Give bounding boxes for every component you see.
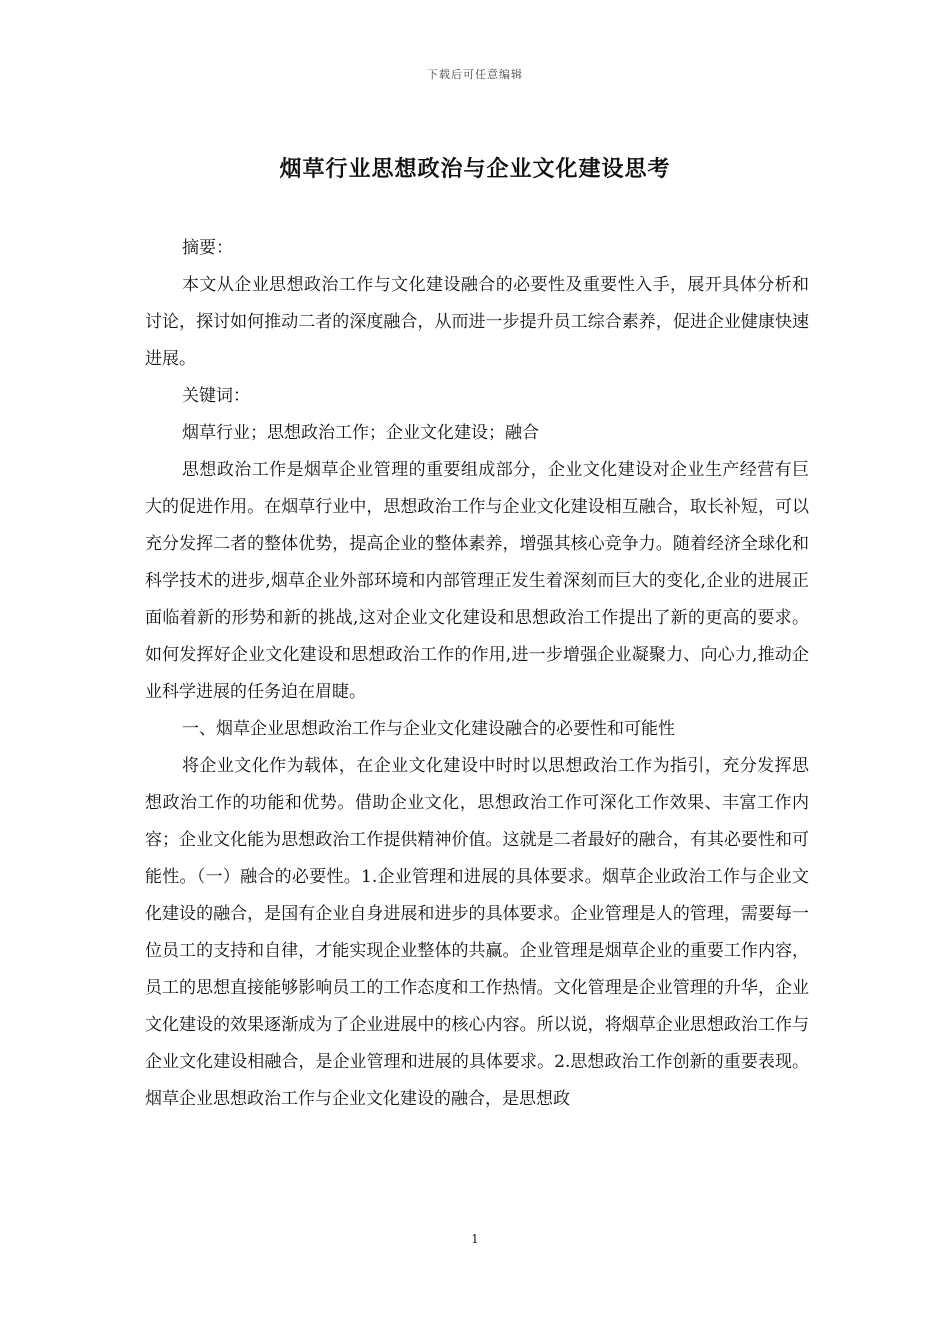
header-note: 下载后可任意编辑 bbox=[427, 68, 523, 81]
abstract-paragraph: 本文从企业思想政治工作与文化建设融合的必要性及重要性入手，展开具体分析和讨论，探讨如何推动二者的深度融合，从而进一步提升员工综合素养，促进企业健康快速进展。 bbox=[145, 275, 809, 369]
document-body bbox=[145, 230, 809, 1118]
keywords-label: 关键词： bbox=[182, 386, 250, 406]
keywords-paragraph: 烟草行业；思想政治工作；企业文化建设；融合 bbox=[182, 423, 539, 443]
page-number: 1 bbox=[471, 1232, 479, 1246]
intro-paragraph: 思想政治工作是烟草企业管理的重要组成部分，企业文化建设对企业生产经营有巨大的促进作用。在烟草行业中，思想政治工作与企业文化建设相互融合，取长补短，可以充分发挥二者的整体优势，提高企业的整体素养，增强其核心竞争力。随着经济全球化和科学技术的进步,烟草企业外部环境和内部管理正发生着深刻而巨大的变化,企业的进展正面临着新的形势和新的挑战,这对企业文化建设和思想政治工作提出了新的更高的要求。如何发挥好企业文化建设和思想政治工作的作用,进一步增强企业凝聚力、向心力,推动企业科学进展的任务迫在眉睫。 bbox=[145, 460, 809, 702]
document-title: 烟草行业思想政治与企业文化建设思考 bbox=[279, 156, 671, 182]
section-heading: 一、烟草企业思想政治工作与企业文化建设融合的必要性和可能性 bbox=[182, 719, 675, 739]
abstract-label: 摘要： bbox=[182, 238, 233, 258]
section-paragraph: 将企业文化作为载体，在企业文化建设中时时以思想政治工作为指引，充分发挥思想政治工作的功能和优势。借助企业文化，思想政治工作可深化工作效果、丰富工作内容；企业文化能为思想政治工作提供精神价值。这就是二者最好的融合，有其必要性和可能性。（一）融合的必要性。1.企业管理和进展的具体要求。烟草企业政治工作与企业文化建设的融合，是国有企业自身进展和进步的具体要求。企业管理是人的管理，需要每一位员工的支持和自律，才能实现企业整体的共赢。企业管理是烟草企业的重要工作内容，员工的思想直接能够影响员工的工作态度和工作热情。文化管理是企业管理的升华，企业文化建设的效果逐渐成为了企业进展中的核心内容。所以说，将烟草企业思想政治工作与企业文化建设相融合，是企业管理和进展的具体要求。2.思想政治工作创新的重要表现。烟草企业思想政治工作与企业文化建设的融合，是思想政 bbox=[145, 756, 809, 1109]
